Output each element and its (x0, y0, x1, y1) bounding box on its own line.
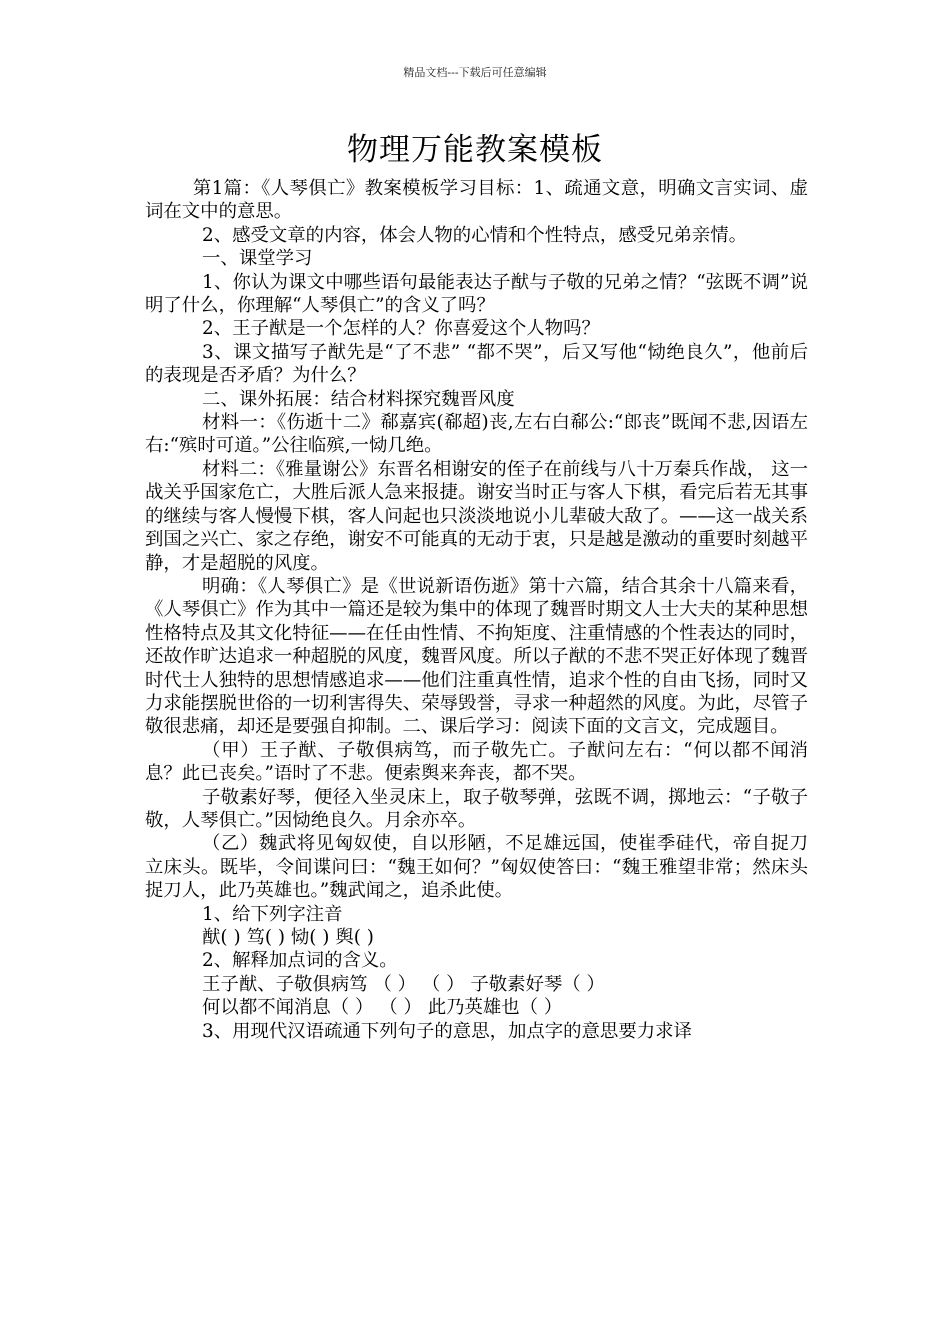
header-note: 精品文档---下载后可任意编辑 (403, 66, 547, 79)
exercise-2-line-2: 何以都不闻消息（ ） （ ） 此乃英雄也（ ） (202, 997, 563, 1019)
text-jia-2: 子敬素好琴，便径入坐灵床上，取子敬琴弹，弦既不调，掷地云：“子敬子敬，人琴俱亡。”因恸绝良久。月余亦卒。 (145, 786, 808, 831)
exercise-2-heading: 2、解释加点词的含义。 (202, 950, 398, 972)
paragraph-explanation: 明确：《人琴俱亡》是《世说新语伤逝》第十六篇，结合其余十八篇来看，《人琴俱亡》作为其中一篇还是较为集中的体现了魏晋时期文人士大夫的某种思想性格特点及其文化特征——在任由性情、不拘矩度、注重情感的个性表达的同时，还故作旷达追求一种超脱的风度，魏晋风度。所以子猷的不悲不哭正好体现了魏晋时代士人独特的思想情感追求——他们注重真性情，追求个性的自由飞扬，同时又力求能摆脱世俗的一切利害得失、荣辱毁誉，寻求一种超然的风度。为此，尽管子敬很悲痛，却还是要强自抑制。二、课后学习：阅读下面的文言文，完成题目。 (145, 575, 808, 738)
paragraph-intro: 第1篇：《人琴俱亡》教案模板学习目标：1、疏通文意，明确文言实词、虚词在文中的意思。 (145, 178, 808, 223)
exercise-3-heading: 3、用现代汉语疏通下列句子的意思，加点字的意思要力求译 (202, 1020, 692, 1042)
section-heading-classroom: 一、课堂学习 (202, 248, 313, 270)
text-yi: （乙）魏武将见匈奴使，自以形陋，不足雄远国，使崔季硅代，帝自捉刀立床头。既毕，令间谍问曰：“魏王如何？”匈奴使答曰：“魏王雅望非常；然床头捉刀人，此乃英雄也。”魏武闻之，追杀此使。 (145, 833, 808, 902)
material-1: 材料一：《伤逝十二》郗嘉宾(郗超)丧,左右白郗公:“郎丧”既闻不悲,因语左右:“殡时可道。”公往临殡,一恸几绝。 (145, 412, 808, 457)
question-3: 3、课文描写子猷先是“了不悲” “都不哭”，后又写他“恸绝良久”，他前后的表现是否矛盾？为什么？ (145, 341, 808, 387)
paragraph-goal-2: 2、感受文章的内容，体会人物的心情和个性特点，感受兄弟亲情。 (202, 224, 748, 246)
exercise-1-items: 猷( ) 笃( ) 恸( ) 舆( ) (202, 927, 374, 948)
page-title: 物理万能教案模板 (347, 132, 603, 168)
text-jia-1: （甲）王子猷、子敬俱病笃，而子敬先亡。子猷问左右：“何以都不闻消息？此已丧矣。”语时了不悲。便索舆来奔丧，都不哭。 (145, 739, 808, 785)
question-1: 1、你认为课文中哪些语句最能表达子猷与子敬的兄弟之情？“弦既不调”说明了什么，你理解“人琴俱亡”的含义了吗？ (145, 271, 808, 317)
question-2: 2、王子猷是一个怎样的人？你喜爱这个人物吗？ (202, 318, 600, 340)
exercise-2-line-1: 王子猷、子敬俱病笃 （ ） （ ） 子敬素好琴（ ） (202, 973, 605, 995)
exercise-1-heading: 1、给下列字注音 (202, 903, 343, 925)
section-heading-extension: 二、课外拓展：结合材料探究魏晋风度 (202, 388, 515, 410)
material-2: 材料二：《雅量谢公》东晋名相谢安的侄子在前线与八十万秦兵作战， 这一战关乎国家危亡，大胜后派人急来报捷。谢安当时正与客人下棋，看完后若无其事的继续与客人慢慢下棋，客人问起也只淡淡地说小儿辈破大敌了。——这一战关系到国之兴亡、家之存绝，谢安不可能真的无动于衷，只是越是激动的重要时刻越平静，才是超脱的风度。 (145, 458, 808, 574)
document-body (145, 177, 808, 1043)
